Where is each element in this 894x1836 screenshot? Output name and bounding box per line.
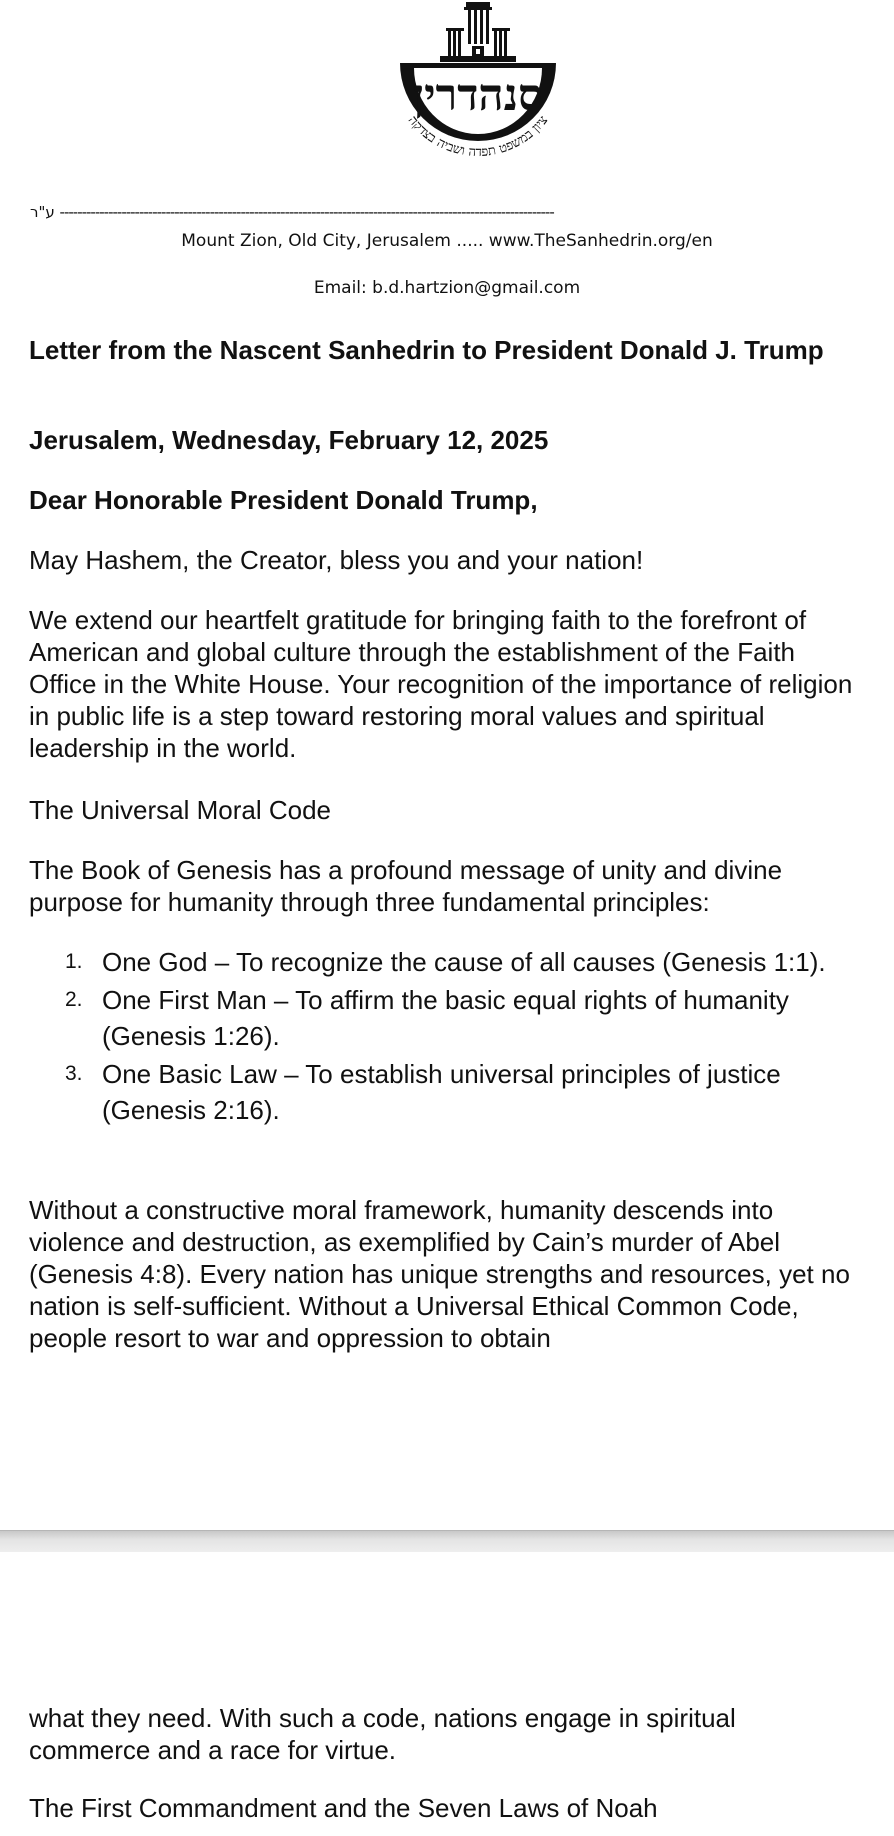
section-heading-universal-moral-code: The Universal Moral Code [29, 795, 332, 825]
letter-date: Jerusalem, Wednesday, February 12, 2025 [29, 425, 549, 455]
letterhead-email: Email: b.d.hartzion@gmail.com [313, 278, 581, 298]
sanhedrin-seal-logo [380, 0, 576, 170]
svg-text:ציון במשפט תפדה ושביה בצדקה: ציון במשפט תפדה ושביה בצדקה [404, 113, 552, 161]
letter-title: Letter from the Nascent Sanhedrin to President Donald J. Trump [29, 335, 824, 365]
list-item: 3. One Basic Law – To establish universal principles of justice (Genesis 2:16). [65, 1059, 781, 1125]
framework-paragraph-part2: what they need. With such a code, nations engage in spiritual commerce and a race for virtue. [29, 1703, 736, 1765]
city-abbreviation: ע"ר [30, 203, 55, 221]
document-page-2 [0, 1552, 894, 1836]
letter-blessing: May Hashem, the Creator, bless you and your nation! [29, 545, 644, 575]
letterhead-address: Mount Zion, Old City, Jerusalem ..... www.TheSanhedrin.org/en [181, 231, 713, 251]
page-break [0, 1530, 894, 1553]
letterhead-rule-line: ע"ר ---------------------------------------------------------------------------------------------------------------- [30, 203, 554, 221]
framework-paragraph-part1: Without a constructive moral framework, humanity descends into violence and destruction, as exemplified by Cain’s murder of Abel (Genesis 4:8). Every nation has unique strengths and resources, yet no nation is self-sufficient. Without a Universal Ethical Common Code, people resort to war and oppression to obtain [29, 1195, 850, 1353]
list-item: 2. One First Man – To affirm the basic equal rights of humanity (Genesis 1:26). [65, 985, 789, 1051]
genesis-intro-paragraph: The Book of Genesis has a profound message of unity and divine purpose for humanity through three fundamental principles: [29, 855, 783, 917]
list-item: 1. One God – To recognize the cause of all causes (Genesis 1:1). [65, 947, 826, 977]
section-heading-seven-laws: The First Commandment and the Seven Laws of Noah [29, 1793, 658, 1823]
principles-list [29, 944, 859, 1130]
svg-text:סנהדרין: סנהדרין [412, 70, 544, 121]
letter-salutation: Dear Honorable President Donald Trump, [29, 485, 538, 515]
gratitude-paragraph: We extend our heartfelt gratitude for bringing faith to the forefront of American and global culture through the establishment of the Faith Office in the White House. Your recognition of the importance of religion in public life is a step toward restoring moral values and spiritual leadership in the world. [29, 605, 853, 763]
